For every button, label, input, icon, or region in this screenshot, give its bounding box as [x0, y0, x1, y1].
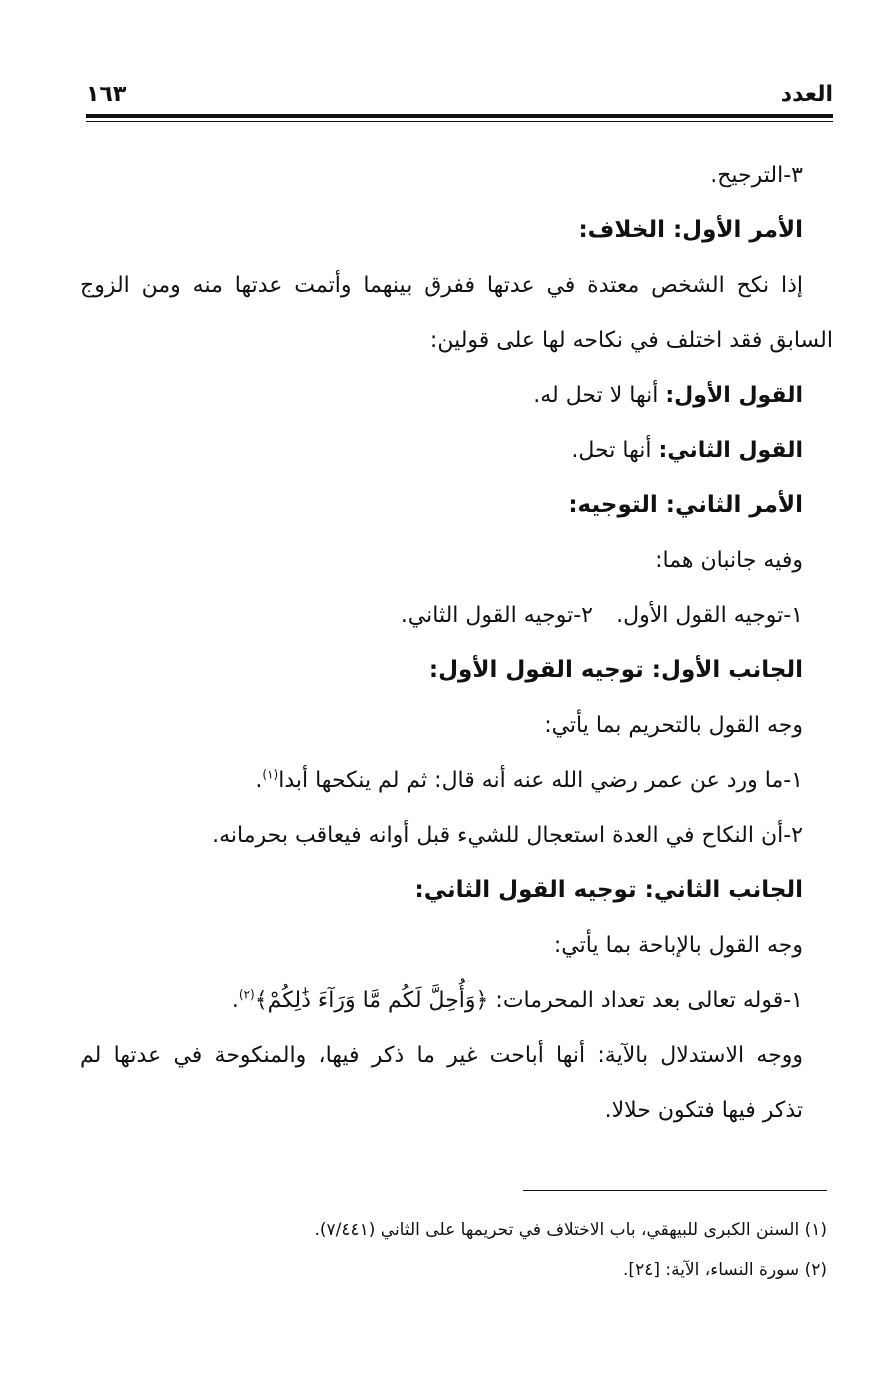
- section-heading: الجانب الثاني: توجيه القول الثاني:: [414, 877, 803, 903]
- footnote: (١) السنن الكبرى للبيهقي، باب الاختلاف في تحريمها على الثاني (٧/٤٤١).: [314, 1220, 827, 1240]
- running-header: [86, 78, 833, 114]
- sentence-end: .: [231, 988, 239, 1013]
- footnote-ref: (١): [262, 767, 279, 782]
- paragraph-line: تذكر فيها فتكون حلالا.: [604, 1098, 803, 1123]
- footnote: (٢) سورة النساء، الآية: [٢٤].: [623, 1260, 827, 1280]
- opinion-text: أنها لا تحل له.: [533, 383, 666, 408]
- opinion-text: أنها تحل.: [571, 438, 659, 463]
- verse-text: ١-قوله تعالى بعد تعداد المحرمات: ﴿وَأُحِلَّ لَكُم مَّا وَرَآءَ ذَٰلِكُمْ﴾: [254, 988, 803, 1013]
- footnote-ref: (٢): [238, 987, 255, 1002]
- opinion-label: القول الثاني:: [658, 438, 803, 463]
- paragraph-line: إذا نكح الشخص معتدة في عدتها ففرق بينهما وأتمت عدتها منه ومن الزوج: [80, 273, 803, 298]
- opinion-line: [80, 368, 803, 423]
- text-line: [80, 753, 803, 808]
- text-line: [80, 973, 803, 1028]
- text-line: وجه القول بالتحريم بما يأتي:: [544, 713, 803, 738]
- quote-text: ١-ما ورد عن عمر رضي الله عنه أنه قال: ثم لم ينكحها أبدا: [278, 768, 803, 793]
- main-text: [80, 148, 833, 1138]
- header-rule-thin: [86, 121, 833, 122]
- section-heading: الأمر الأول: الخلاف:: [578, 217, 803, 243]
- text-line: وفيه جانبان هما:: [655, 548, 803, 573]
- page-number: ١٦٣: [86, 82, 127, 107]
- text-line: ٢-أن النكاح في العدة استعجال للشيء قبل أوانه فيعاقب بحرمانه.: [212, 823, 803, 848]
- text-line: ٣-الترجيح.: [710, 163, 803, 188]
- chapter-title: العدد: [780, 82, 833, 107]
- section-heading: الأمر الثاني: التوجيه:: [568, 492, 803, 518]
- text-line: وجه القول بالإباحة بما يأتي:: [553, 933, 803, 958]
- opinion-label: القول الأول:: [665, 383, 803, 408]
- column-item: ٢-توجيه القول الثاني.: [400, 603, 593, 628]
- header-rule-thick: [86, 114, 833, 118]
- sentence-end: .: [255, 768, 263, 793]
- column-item: ١-توجيه القول الأول.: [616, 603, 803, 628]
- two-column-line: [80, 588, 803, 643]
- paragraph-line: ووجه الاستدلال بالآية: أنها أباحت غير ما ذكر فيها، والمنكوحة في عدتها لم: [80, 1043, 803, 1068]
- paragraph-line: السابق فقد اختلف في نكاحه لها على قولين:: [429, 328, 833, 353]
- opinion-line: [80, 423, 803, 478]
- footnotes: [150, 1210, 827, 1290]
- section-heading: الجانب الأول: توجيه القول الأول:: [428, 657, 803, 683]
- footnote-separator: [523, 1190, 827, 1191]
